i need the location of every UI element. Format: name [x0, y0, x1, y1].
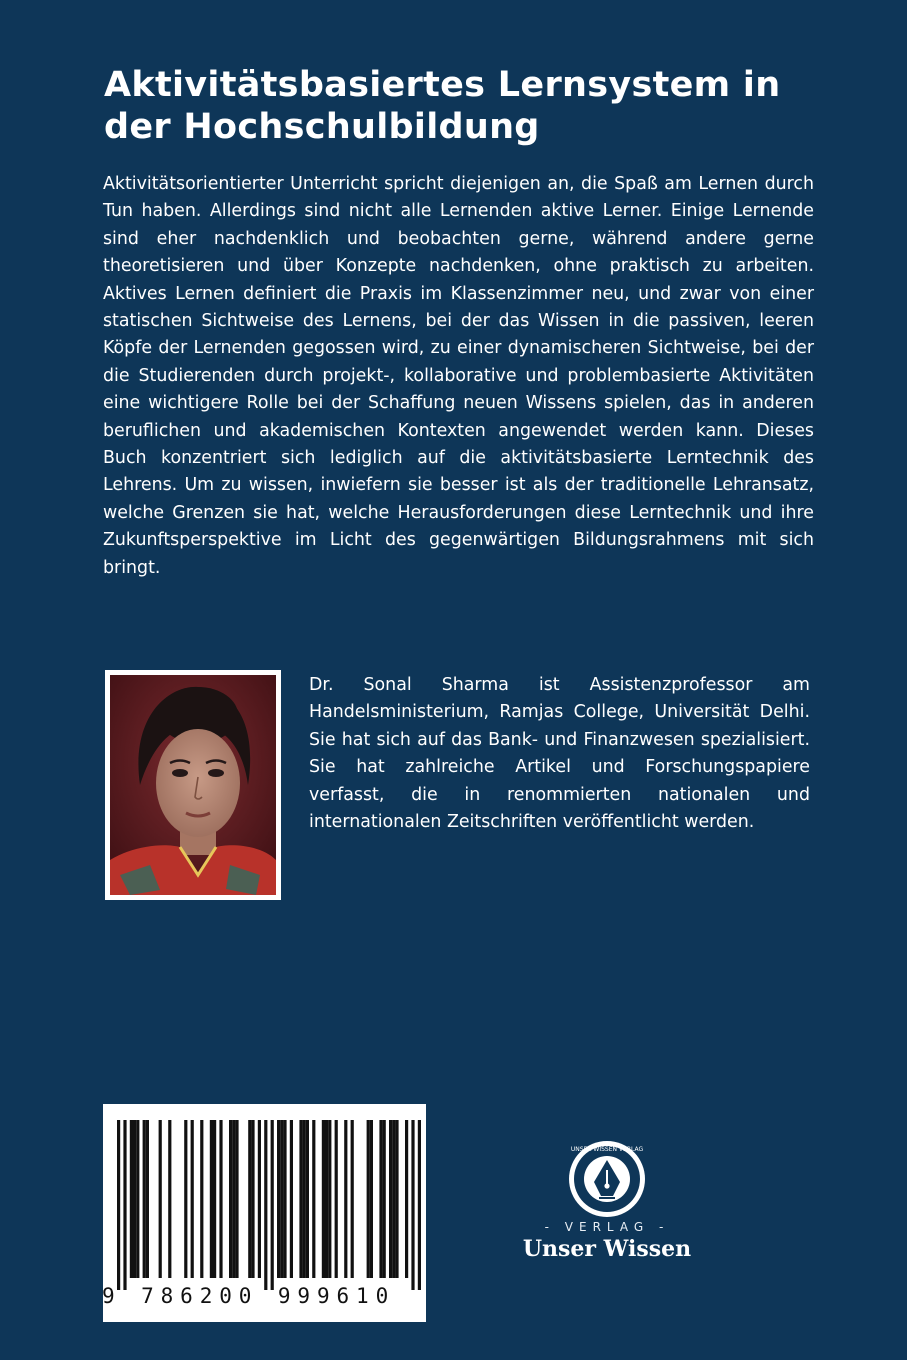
barcode-bar [219, 1120, 222, 1278]
barcode-bar [411, 1120, 414, 1290]
barcode-bar [146, 1120, 149, 1278]
barcode-bar [389, 1120, 392, 1278]
barcode-bar [325, 1120, 328, 1278]
barcode-bar [271, 1120, 274, 1290]
barcode-bar [264, 1120, 267, 1290]
barcode-bar [299, 1120, 302, 1278]
verlag-label: - VERLAG - [544, 1220, 670, 1234]
author-photo [110, 675, 276, 895]
barcode-bar [232, 1120, 235, 1278]
barcode-bar [328, 1120, 331, 1278]
barcode-bar [258, 1120, 261, 1278]
logo-ring-text: UNSER WISSEN VERLAG [570, 1146, 644, 1153]
barcode-bar [133, 1120, 136, 1278]
author-bio: Dr. Sonal Sharma ist Assistenzprofessor am Handelsministerium, Ramjas College, Universität Delhi. Sie hat sich auf das Bank- und Finanzwesen spezialisiert. Sie hat zahlreiche Artikel und Forschungspapiere verfasst, die in renommierten nationalen und internationalen Zeitschriften veröffentlicht werden. [309, 675, 810, 833]
barcode-bar [290, 1120, 293, 1278]
barcode-bar [229, 1120, 232, 1278]
barcode-bar [322, 1120, 325, 1278]
barcode-bar [184, 1120, 187, 1278]
barcode-bar [191, 1120, 194, 1278]
barcode-bar [303, 1120, 306, 1278]
barcode-bar [335, 1120, 338, 1278]
barcode-bar [200, 1120, 203, 1278]
barcode-bar [379, 1120, 382, 1278]
book-title: Aktivitätsbasiertes Lernsystem in der Hochschulbildung [104, 65, 781, 147]
fountain-pen-nib-icon [566, 1138, 648, 1220]
barcode-bar [370, 1120, 373, 1278]
barcode-bar [251, 1120, 254, 1278]
barcode-bar [395, 1120, 398, 1278]
barcode-bar [210, 1120, 213, 1278]
barcode-bar [351, 1120, 354, 1278]
author-photo-frame [105, 670, 281, 900]
barcode-bar [367, 1120, 370, 1278]
barcode-bar [383, 1120, 386, 1278]
barcode-bar [130, 1120, 133, 1278]
barcode-bar [235, 1120, 238, 1278]
barcode-bar [159, 1120, 162, 1278]
barcode-bar [136, 1120, 139, 1278]
barcode-bar [344, 1120, 347, 1278]
publisher-logo [512, 1138, 702, 1268]
barcode-bar [168, 1120, 171, 1278]
barcode-bar [117, 1120, 120, 1290]
isbn-number: 9 786200 999610 [102, 1284, 396, 1308]
barcode-bar [312, 1120, 315, 1278]
barcode-bar [213, 1120, 216, 1278]
barcode-bar [123, 1120, 126, 1290]
barcode-bar [277, 1120, 280, 1278]
barcode-bar [392, 1120, 395, 1278]
barcode-bar [248, 1120, 251, 1278]
barcode-bar [143, 1120, 146, 1278]
publisher-name: Unser Wissen [522, 1236, 692, 1262]
barcode-bar [405, 1120, 408, 1278]
barcode-bar [280, 1120, 283, 1278]
barcode-bar [283, 1120, 286, 1278]
book-blurb: Aktivitätsorientierter Unterricht spricht diejenigen an, die Spaß am Lernen durch Tun haben. Allerdings sind nicht alle Lernenden aktive Lerner. Einige Lernende sind eher nachdenklich und beobachten gerne, während andere gerne theoretisieren und über Konzepte nachdenken, ohne praktisch zu arbeiten. Aktives Lernen definiert die Praxis im Klassenzimmer neu, und zwar von einer statischen Sichtweise des Lernens, bei der das Wissen in die passiven, leeren Köpfe der Lernenden gegossen wird, zu einer dynamischeren Sichtweise, bei der die Studierenden durch projekt-, kollaborative und problembasierte Aktivitäten eine wichtigere Rolle bei der Schaffung neuen Wissens spielen, das in anderen beruflichen und akademischen Kontexten angewendet werden kann. Dieses Buch konzentriert sich lediglich auf die aktivitätsbasierte Lerntechnik des Lehrens. Um zu wissen, inwiefern sie besser ist als der traditionelle Lehransatz, welche Grenzen sie hat, welche Herausforderungen diese Lerntechnik und ihre Zukunftsperspektive im Licht des gegenwärtigen Bildungsrahmens mit sich bringt. [103, 174, 814, 578]
barcode-bar [418, 1120, 421, 1290]
barcode-bar [306, 1120, 309, 1278]
